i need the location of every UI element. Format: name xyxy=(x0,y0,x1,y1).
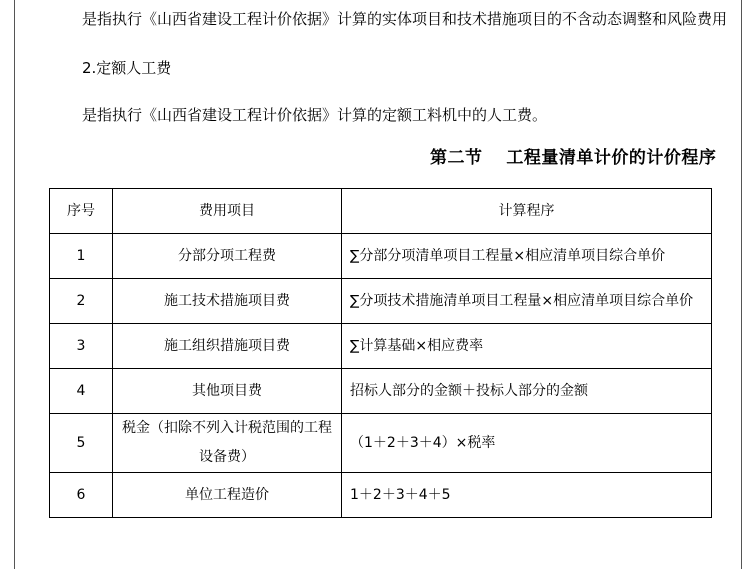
table-row xyxy=(50,234,712,279)
row-fee-item: 施工技术措施项目费 xyxy=(113,279,342,324)
table-row xyxy=(50,279,712,324)
paragraph-labor-cost-heading: 2.定额人工费 xyxy=(82,59,172,77)
section-heading: 第二节 工程量清单计价的计价程序 xyxy=(430,148,717,168)
header-fee-item: 费用项目 xyxy=(113,189,342,234)
table-row xyxy=(50,369,712,414)
row-procedure: （1＋2＋3＋4）×税率 xyxy=(342,414,712,473)
row-fee-item: 税金（扣除不列入计税范围的工程设备费） xyxy=(113,414,342,473)
row-fee-item: 施工组织措施项目费 xyxy=(113,324,342,369)
row-no: 1 xyxy=(50,234,113,279)
row-procedure: 招标人部分的金额＋投标人部分的金额 xyxy=(342,369,712,414)
page-left-border xyxy=(14,0,15,569)
row-procedure: ∑计算基础×相应费率 xyxy=(342,324,712,369)
paragraph-entity-items: 是指执行《山西省建设工程计价依据》计算的实体项目和技术措施项目的不含动态调整和风险费用 xyxy=(82,10,728,28)
row-no: 3 xyxy=(50,324,113,369)
row-no: 4 xyxy=(50,369,113,414)
table-header-row xyxy=(50,189,712,234)
header-procedure: 计算程序 xyxy=(342,189,712,234)
row-procedure: ∑分项技术措施清单项目工程量×相应清单项目综合单价 xyxy=(342,279,712,324)
row-no: 6 xyxy=(50,473,113,518)
paragraph-labor-cost-definition: 是指执行《山西省建设工程计价依据》计算的定额工料机中的人工费。 xyxy=(82,106,548,124)
row-procedure: 1＋2＋3＋4＋5 xyxy=(342,473,712,518)
pricing-procedure-table xyxy=(49,188,712,518)
row-fee-item: 分部分项工程费 xyxy=(113,234,342,279)
page-right-border xyxy=(741,0,742,569)
row-procedure: ∑分部分项清单项目工程量×相应清单项目综合单价 xyxy=(342,234,712,279)
table-row xyxy=(50,414,712,473)
row-no: 5 xyxy=(50,414,113,473)
row-fee-item: 其他项目费 xyxy=(113,369,342,414)
table-row xyxy=(50,473,712,518)
header-no: 序号 xyxy=(50,189,113,234)
row-no: 2 xyxy=(50,279,113,324)
table-row xyxy=(50,324,712,369)
row-fee-item: 单位工程造价 xyxy=(113,473,342,518)
